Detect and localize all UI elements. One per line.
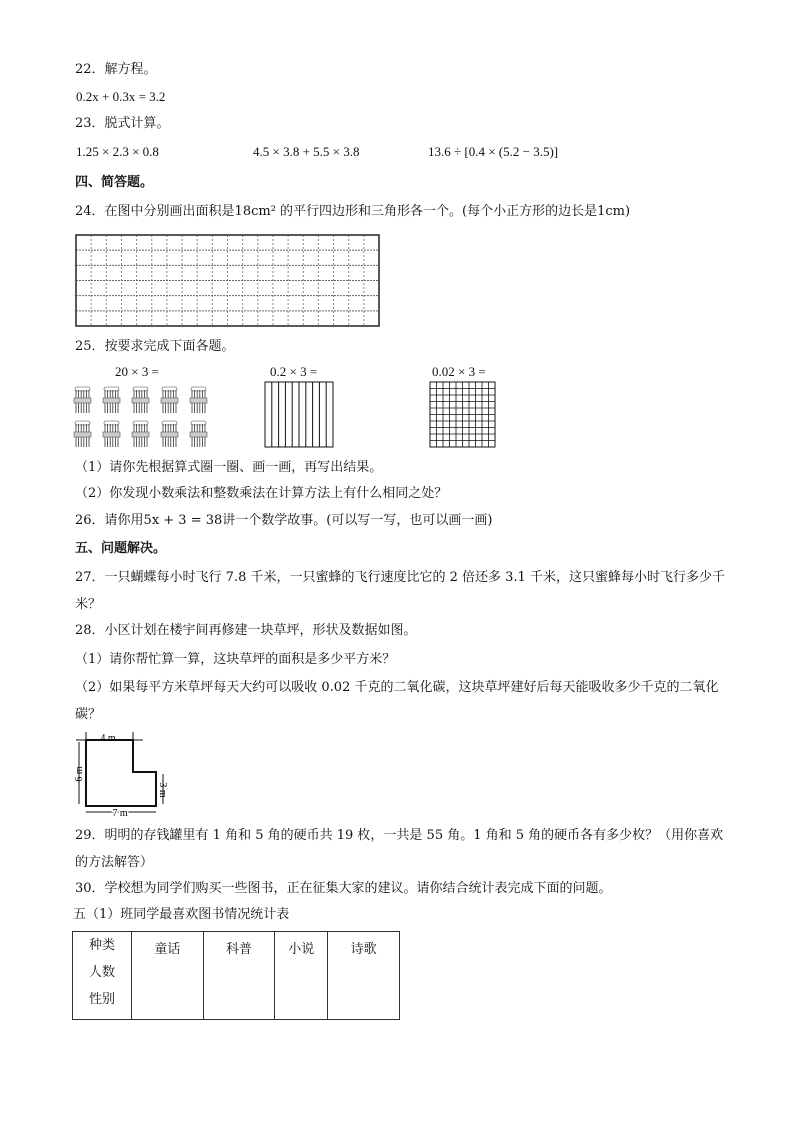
q28-sub2: （2）如果每平方米草坪每天大约可以吸收 0.02 千克的二氧化碳，这块草坪建好后每天能吸收多少千克的二氧化碳？ [75,680,719,722]
q25-label-3: 0.02 × 3 = [432,364,486,379]
q25-title: 25．按要求完成下面各题。 [75,339,235,354]
bundle-top [162,387,177,391]
header-cell: 诗歌 [328,932,400,1020]
lawn-shape-figure [70,728,170,818]
bundle-top [133,387,148,391]
bundle-band [132,398,149,403]
q22-equation: 0.2x + 0.3x = 3.2 [76,89,166,104]
dim-right: 3 m [157,782,168,798]
q22-title: 22．解方程。 [75,62,157,77]
bundle-band [190,398,207,403]
bundle-band [103,398,120,403]
q23-expr-3: 13.6 ÷ [0.4 × (5.2 − 3.5)] [428,144,559,159]
section-4-heading: 四、简答题。 [75,175,154,190]
bundle-band [74,432,91,437]
bundle-band [74,398,91,403]
q28-title: 28．小区计划在楼宇间再修建一块草坪，形状及数据如图。 [75,623,417,638]
bundle-band [161,398,178,403]
q29: 29．明明的存钱罐里有 1 角和 5 角的硬币共 19 枚，一共是 55 角。1 角和 5 角的硬币各有多少枚？（用你喜欢的方法解答） [75,828,724,870]
dim-top: 4 m [100,733,116,744]
bundle-top [104,387,119,391]
corner-gender: 性别 [88,992,115,1007]
table-title: 五（1）班同学最喜欢图书情况统计表 [73,907,290,922]
bundle-top [104,421,119,425]
corner-count: 人数 [88,965,115,980]
q26: 26．请你用5x + 3 = 38讲一个数学故事。(可以写一写，也可以画一画) [75,513,493,528]
q23-expr-2: 4.5 × 3.8 + 5.5 × 3.8 [253,144,360,159]
bundle-band [190,432,207,437]
q25-label-1: 20 × 3 = [115,364,159,379]
section-5-heading: 五、问题解决。 [75,541,167,556]
header-cell: 小说 [275,932,328,1020]
q23-title: 23．脱式计算。 [75,116,170,131]
bundle-top [191,387,206,391]
q24-title: 24．在图中分别画出面积是18cm² 的平行四边形和三角形各一个。(每个小正方形的边长是1cm) [75,204,631,219]
bundle-band [161,432,178,437]
bundle-top [162,421,177,425]
q23-expr-1: 1.25 × 2.3 × 0.8 [76,144,159,159]
bundle-top [75,387,90,391]
corner-kind: 种类 [88,938,115,953]
hundredths-grid-figure [429,381,497,449]
q24-square-grid [75,234,380,327]
header-cell: 童话 [132,932,204,1020]
tenths-strip-figure [264,381,336,449]
bundle-top [75,421,90,425]
bundle-band [103,432,120,437]
bundle-top [133,421,148,425]
bundle-band [132,432,149,437]
q25-label-2: 0.2 × 3 = [270,364,318,379]
q25-sub1: （1）请你先根据算式圈一圈、画一画，再写出结果。 [75,460,383,475]
q25-sub2: （2）你发现小数乘法和整数乘法在计算方法上有什么相同之处？ [75,486,448,501]
header-cell: 科普 [203,932,275,1020]
corner-cell [73,932,132,1020]
q27: 27．一只蝴蝶每小时飞行 7.8 千米，一只蜜蜂的飞行速度比它的 2 倍还多 3.1 千米，这只蜜蜂每小时飞行多少千米？ [75,570,725,612]
q28-sub1: （1）请你帮忙算一算，这块草坪的面积是多少平方米？ [75,652,396,667]
stick-bundles-figure [72,385,212,449]
dim-bottom: 7 m [112,808,128,818]
q30: 30．学校想为同学们购买一些图书，正在征集大家的建议。请你结合统计表完成下面的问题。 [75,881,612,896]
stat-table [72,931,400,1020]
dim-left: 6 m [74,766,85,782]
bundle-top [191,421,206,425]
